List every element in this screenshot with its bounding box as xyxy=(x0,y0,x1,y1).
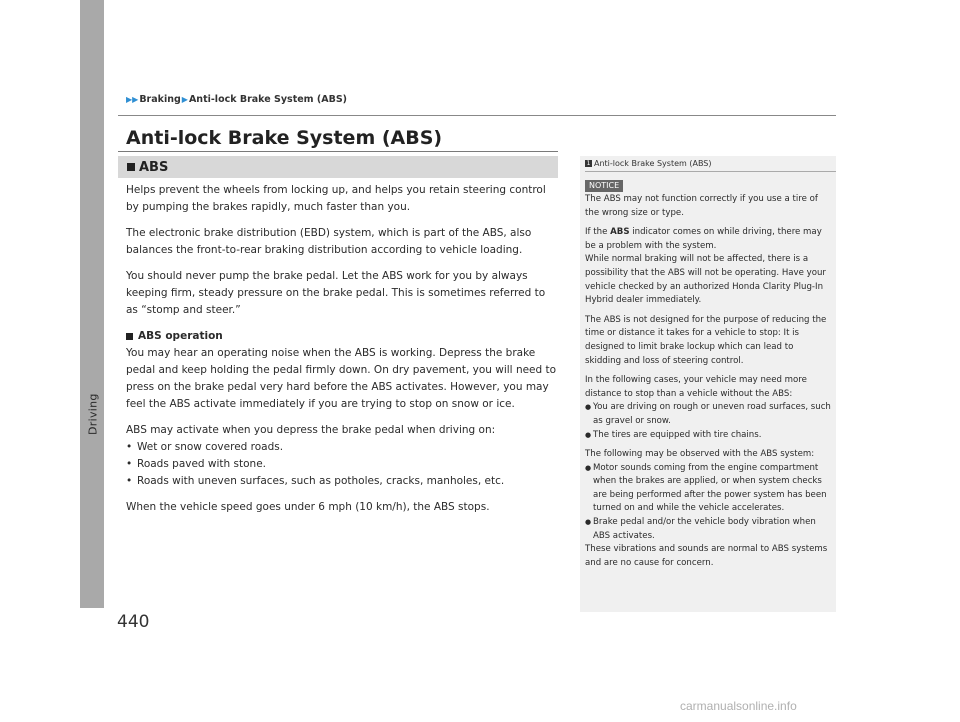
chapter-side-tab xyxy=(80,0,104,608)
breadcrumb-arrow-icon: ▶ xyxy=(181,95,188,104)
breadcrumb-item-braking[interactable]: Braking xyxy=(139,94,181,105)
watermark: carmanualsonline.info xyxy=(680,699,797,713)
note-paragraph: The ABS is not designed for the purpose of reducing the time or distance it takes for a vehicle to stop: It is designed to limit brake lockup which can lead to skidding and loss of steering control. xyxy=(585,314,827,366)
title-divider xyxy=(118,151,558,152)
note-bullet-list xyxy=(585,462,831,544)
note-heading-text: Anti-lock Brake System (ABS) xyxy=(594,159,712,168)
note-bold: ABS xyxy=(610,227,630,238)
paragraph: The electronic brake distribution (EBD) system, which is part of the ABS, also balances the front-to-rear braking distribution according to vehicle loading. xyxy=(126,227,532,256)
header-divider xyxy=(118,115,836,116)
main-content xyxy=(126,182,560,525)
note-heading xyxy=(585,159,712,168)
square-bullet-icon xyxy=(126,333,133,340)
breadcrumb xyxy=(126,94,347,105)
note-paragraph: In the following cases, your vehicle may need more distance to stop than a vehicle without the ABS: xyxy=(585,375,807,399)
note-body xyxy=(585,193,831,570)
paragraph: You may hear an operating noise when the ABS is working. Depress the brake pedal and keep holding the pedal firmly down. On dry pavement, you will need to press on the brake pedal very hard before the ABS activates. However, you may feel the ABS activate immediately if you are trying to stop on snow or ice. xyxy=(126,347,557,410)
note-list-item: ● You are driving on rough or uneven road surfaces, such as gravel or snow. xyxy=(585,401,831,428)
list-item: • Wet or snow covered roads. xyxy=(126,439,560,456)
chapter-tab-label: Driving xyxy=(86,393,100,435)
breadcrumb-arrow-icon: ▶▶ xyxy=(126,95,139,104)
section-heading: ABS xyxy=(139,159,169,175)
notice-badge: NOTICE xyxy=(585,180,623,192)
note-text: If the xyxy=(585,227,611,238)
paragraph: When the vehicle speed goes under 6 mph (10 km/h), the ABS stops. xyxy=(126,501,490,513)
note-paragraph: The following may be observed with the ABS system: xyxy=(585,449,815,460)
paragraph: ABS may activate when you depress the brake pedal when driving on: xyxy=(126,424,496,436)
note-text: indicator comes on while driving, there may be a problem with the system. xyxy=(585,227,822,251)
section-heading-bar xyxy=(118,156,558,178)
note-paragraph: While normal braking will not be affected, there is a possibility that the ABS will not be operating. Have your vehicle checked by an authorized Honda Clarity Plug-In Hybrid dealer immediately. xyxy=(585,254,826,306)
note-list-item: ● Brake pedal and/or the vehicle body vibration when ABS activates. xyxy=(585,516,831,543)
note-list-item: ● Motor sounds coming from the engine compartment when the brakes are applied, or when system checks are being performed after the power system has been turned on and while the vehicle accelerates. xyxy=(585,462,831,516)
note-paragraph xyxy=(585,226,831,253)
square-bullet-icon xyxy=(127,163,135,171)
subsection-heading xyxy=(126,328,560,345)
paragraph: You should never pump the brake pedal. Let the ABS work for you by always keeping firm, steady pressure on the brake pedal. This is sometimes referred to as “stomp and steer.” xyxy=(126,270,546,316)
page-number: 440 xyxy=(117,612,150,632)
page-title: Anti-lock Brake System (ABS) xyxy=(126,127,443,149)
note-paragraph: These vibrations and sounds are normal to ABS systems and are no cause for concern. xyxy=(585,544,828,568)
note-paragraph: The ABS may not function correctly if you use a tire of the wrong size or type. xyxy=(585,194,818,218)
list-item: • Roads paved with stone. xyxy=(126,456,560,473)
note-ref-number: 1 xyxy=(586,160,591,167)
paragraph: Helps prevent the wheels from locking up, and helps you retain steering control by pumping the brakes rapidly, much faster than you. xyxy=(126,184,546,213)
bullet-list xyxy=(126,439,560,490)
note-bullet-list xyxy=(585,401,831,442)
sidebar-note xyxy=(580,156,836,612)
subsection-heading-text: ABS operation xyxy=(138,330,223,342)
note-list-item: ● The tires are equipped with tire chains. xyxy=(585,429,831,443)
list-item: • Roads with uneven surfaces, such as potholes, cracks, manholes, etc. xyxy=(126,473,560,490)
breadcrumb-item-abs[interactable]: Anti-lock Brake System (ABS) xyxy=(188,94,347,105)
